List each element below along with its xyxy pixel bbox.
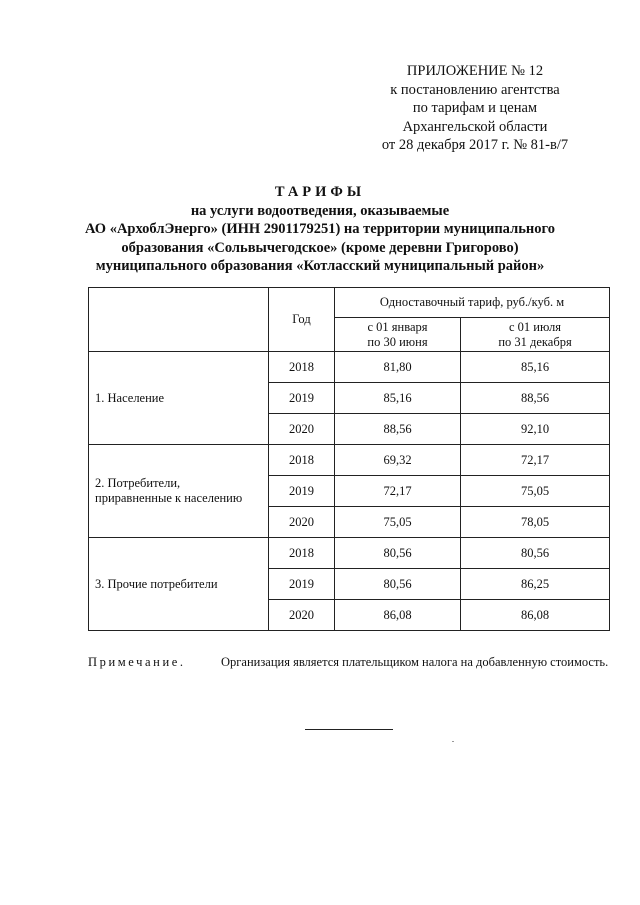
title-main: ТАРИФЫ xyxy=(274,184,366,200)
year-cell: 2019 xyxy=(269,569,335,600)
appendix-line: по тарифам и ценам xyxy=(412,100,538,116)
appendix-number: ПРИЛОЖЕНИЕ № 12 xyxy=(406,63,544,79)
header-empty-cell xyxy=(89,288,269,352)
year-cell: 2020 xyxy=(269,600,335,631)
year-cell: 2019 xyxy=(269,476,335,507)
year-cell: 2020 xyxy=(269,414,335,445)
tariff-h1-cell: 88,56 xyxy=(335,414,461,445)
year-cell: 2019 xyxy=(269,383,335,414)
header-year: Год xyxy=(269,288,335,352)
header-tariff: Одноставочный тариф, руб./куб. м xyxy=(335,288,610,318)
table-row xyxy=(89,538,610,569)
header-period-1-line1: с 01 января xyxy=(367,319,428,334)
tariff-h2-cell: 85,16 xyxy=(461,352,610,383)
tariff-h1-cell: 85,16 xyxy=(335,383,461,414)
note-label: Примечание. xyxy=(88,655,186,669)
tariff-h2-cell: 86,25 xyxy=(461,569,610,600)
note-text: Организация является плательщиком налога на добавленную стоимость. xyxy=(221,655,609,669)
tariff-h1-cell: 80,56 xyxy=(335,538,461,569)
document-title xyxy=(40,183,600,276)
table-row xyxy=(89,445,610,476)
header-period-2-line2: по 31 декабря xyxy=(498,334,572,349)
tariff-h2-cell: 92,10 xyxy=(461,414,610,445)
tariff-h2-cell: 72,17 xyxy=(461,445,610,476)
header-period-2-line1: с 01 июля xyxy=(509,319,562,334)
tariff-h2-cell: 86,08 xyxy=(461,600,610,631)
tariff-h2-cell: 75,05 xyxy=(461,476,610,507)
table-header-row xyxy=(89,288,610,318)
title-line: муниципального образования «Котласский муниципальный район» xyxy=(95,258,545,274)
year-cell: 2018 xyxy=(269,445,335,476)
header-period-2 xyxy=(461,318,610,352)
header-period-1-line2: по 30 июня xyxy=(367,334,428,349)
appendix-header xyxy=(330,62,620,155)
year-cell: 2018 xyxy=(269,352,335,383)
tariff-h1-cell: 72,17 xyxy=(335,476,461,507)
title-line: АО «АрхоблЭнерго» (ИНН 2901179251) на территории муниципального xyxy=(85,221,555,237)
category-label-line2: приравненные к населению xyxy=(95,491,243,505)
category-label: 3. Прочие потребители xyxy=(95,576,218,591)
tariff-h1-cell: 69,32 xyxy=(335,445,461,476)
tariff-h1-cell: 75,05 xyxy=(335,507,461,538)
tariff-h1-cell: 80,56 xyxy=(335,569,461,600)
footnote xyxy=(88,655,609,670)
category-cell xyxy=(89,538,269,631)
category-cell xyxy=(89,445,269,538)
appendix-line: Архангельской области xyxy=(402,118,548,135)
title-line: на услуги водоотведения, оказываемые xyxy=(190,202,450,219)
signature-line xyxy=(305,729,393,730)
year-cell: 2020 xyxy=(269,507,335,538)
tariff-h2-cell: 88,56 xyxy=(461,383,610,414)
appendix-date: от 28 декабря 2017 г. № 81-в/7 xyxy=(381,137,569,153)
appendix-line: к постановлению агентства xyxy=(390,81,560,98)
category-label: 1. Население xyxy=(95,390,165,405)
table-row xyxy=(89,352,610,383)
tariff-h1-cell: 86,08 xyxy=(335,600,461,631)
tariff-table xyxy=(88,287,610,631)
title-line: образования «Сольвычегодское» (кроме деревни Григорово) xyxy=(121,239,519,256)
year-cell: 2018 xyxy=(269,538,335,569)
category-label: 2. Потребители, xyxy=(95,476,181,490)
category-cell xyxy=(89,352,269,445)
scan-speck xyxy=(452,741,454,742)
tariff-h1-cell: 81,80 xyxy=(335,352,461,383)
tariff-h2-cell: 80,56 xyxy=(461,538,610,569)
header-period-1 xyxy=(335,318,461,352)
tariff-h2-cell: 78,05 xyxy=(461,507,610,538)
